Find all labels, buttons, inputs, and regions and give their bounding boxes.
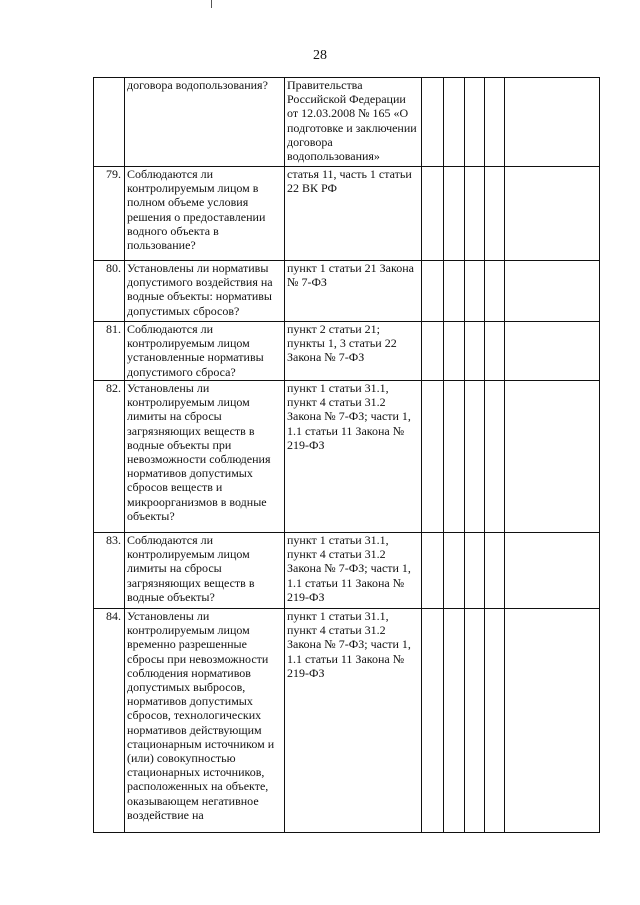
requirement-question: Соблюдаются ли контролируемым лицом установленные нормативы допустимого сброса? [125,322,285,381]
answer-na-cell [465,609,485,833]
table-row [94,261,600,322]
answer-extra-cell [485,609,505,833]
table-row [94,167,600,261]
answer-no-cell [444,78,465,167]
row-number: 82. [94,381,125,533]
answer-na-cell [465,78,485,167]
page-number: 28 [313,48,327,63]
row-number [94,78,125,167]
comment-cell [505,167,600,261]
answer-yes-cell [422,78,444,167]
table-row [94,609,600,833]
answer-na-cell [465,322,485,381]
legal-reference: Правительства Российской Федерации от 12.03.2008 № 165 «О подготовке и заключении договора водопользования» [285,78,422,167]
comment-cell [505,609,600,833]
requirement-question: Установлены ли контролируемым лицом временно разрешенные сбросы при невозможности соблюдения нормативов допустимых выбросов, нормативов допустимых сбросов, технологических нормативов действующим стационарным источником и (или) совокупностью стационарных источников, расположенных на объекте, оказывающем негативное воздействие на [125,609,285,833]
legal-reference: пункт 1 статьи 31.1, пункт 4 статьи 31.2 Закона № 7-ФЗ; части 1, 1.1 статьи 11 Закона № 219-ФЗ [285,533,422,609]
answer-yes-cell [422,261,444,322]
row-number: 81. [94,322,125,381]
answer-yes-cell [422,381,444,533]
row-number: 79. [94,167,125,261]
answer-extra-cell [485,381,505,533]
answer-yes-cell [422,533,444,609]
row-number: 80. [94,261,125,322]
requirement-question: Установлены ли контролируемым лицом лимиты на сбросы загрязняющих веществ в водные объекты при невозможности соблюдения нормативов допустимых сбросов веществ и микроорганизмов в водные объекты? [125,381,285,533]
answer-extra-cell [485,261,505,322]
legal-reference: пункт 1 статьи 31.1, пункт 4 статьи 31.2 Закона № 7-ФЗ; части 1, 1.1 статьи 11 Закона № 219-ФЗ [285,381,422,533]
answer-extra-cell [485,533,505,609]
legal-reference: пункт 1 статьи 31.1, пункт 4 статьи 31.2 Закона № 7-ФЗ; части 1, 1.1 статьи 11 Закона № 219-ФЗ [285,609,422,833]
scan-artifact-line [211,0,212,8]
answer-no-cell [444,381,465,533]
answer-no-cell [444,609,465,833]
legal-reference: пункт 2 статьи 21; пункты 1, 3 статьи 22 Закона № 7-ФЗ [285,322,422,381]
answer-na-cell [465,261,485,322]
answer-no-cell [444,322,465,381]
table-row [94,533,600,609]
table-row [94,78,600,167]
answer-extra-cell [485,167,505,261]
answer-na-cell [465,167,485,261]
comment-cell [505,533,600,609]
answer-no-cell [444,533,465,609]
table-row [94,322,600,381]
comment-cell [505,261,600,322]
comment-cell [505,322,600,381]
comment-cell [505,78,600,167]
answer-yes-cell [422,609,444,833]
legal-reference: пункт 1 статьи 21 Закона № 7-ФЗ [285,261,422,322]
checklist-table [93,77,600,833]
requirement-question: Соблюдаются ли контролируемым лицом в полном объеме условия решения о предоставлении водного объекта в пользование? [125,167,285,261]
row-number: 84. [94,609,125,833]
answer-na-cell [465,533,485,609]
answer-extra-cell [485,78,505,167]
comment-cell [505,381,600,533]
answer-extra-cell [485,322,505,381]
row-number: 83. [94,533,125,609]
requirement-question: Соблюдаются ли контролируемым лицом лимиты на сбросы загрязняющих веществ в водные объекты? [125,533,285,609]
answer-yes-cell [422,167,444,261]
answer-no-cell [444,261,465,322]
answer-na-cell [465,381,485,533]
requirement-question: Установлены ли нормативы допустимого воздействия на водные объекты: нормативы допустимых сбросов? [125,261,285,322]
table-row [94,381,600,533]
answer-yes-cell [422,322,444,381]
legal-reference: статья 11, часть 1 статьи 22 ВК РФ [285,167,422,261]
answer-no-cell [444,167,465,261]
requirement-question: договора водопользования? [125,78,285,167]
